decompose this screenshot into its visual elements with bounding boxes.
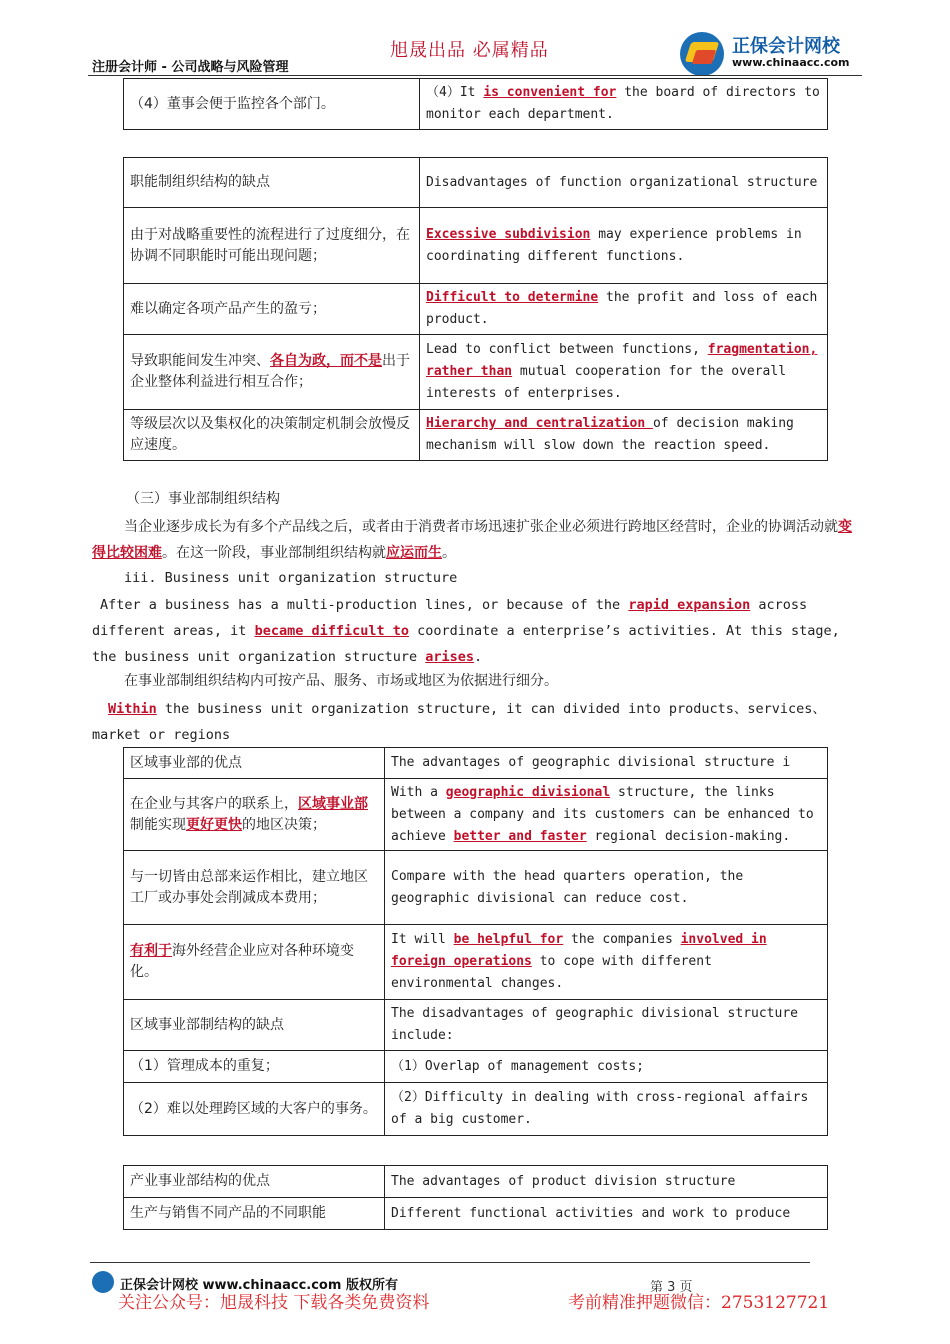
highlight: geographic divisional xyxy=(445,784,611,800)
cell-en: The disadvantages of geographic divisional structure include: xyxy=(385,1000,828,1051)
highlight: Excessive subdivision xyxy=(426,226,591,242)
cell-cn: 区域事业部制结构的缺点 xyxy=(124,1000,385,1051)
table-row xyxy=(124,925,828,1000)
table-row xyxy=(124,748,828,779)
paragraph-en-1: After a business has a multi-production lines, or because of the rapid expansion across different areas, it became difficult to coordinate a enterprise’s activities. At this stage, the business unit organization structure arises. xyxy=(92,597,840,665)
cell-cn: 难以确定各项产品产生的盈亏； xyxy=(124,284,420,335)
highlight: 有利于 xyxy=(130,943,172,959)
brand-name: 正保会计网校 xyxy=(732,36,840,57)
cell-cn: 产业事业部结构的优点 xyxy=(124,1166,385,1198)
highlight: involved in foreign operations xyxy=(391,932,767,969)
brand-url: www.chinaacc.com xyxy=(732,56,850,69)
highlight: 变得比较困难 xyxy=(92,519,852,561)
cell-cn: 等级层次以及集权化的决策制定机制会放慢反应速度。 xyxy=(124,410,420,461)
highlight: fragmentation, rather than xyxy=(426,342,818,379)
cell-en: Lead to conflict between functions, fragmentation, rather than mutual cooperation for the overall interests of enterprises. xyxy=(420,335,828,410)
cell-en: With a geographic divisional structure, the links between a company and its customers can be enhanced to achieve better and faster regional decision-making. xyxy=(385,779,828,851)
table-row xyxy=(124,1198,828,1230)
table-function-advantages-continued xyxy=(123,78,828,130)
cell-cn: 生产与销售不同产品的不同职能 xyxy=(124,1198,385,1230)
paragraph-cn-2: 在事业部制组织结构内可按产品、服务、市场或地区为依据进行细分。 xyxy=(124,673,558,689)
cell-en: The advantages of geographic divisional structure i xyxy=(385,748,828,779)
course-title: 注册会计师 - 公司战略与风险管理 xyxy=(92,60,289,75)
table-row xyxy=(124,1000,828,1051)
footer-divider xyxy=(90,1262,810,1263)
paragraph-en-2: Within the business unit organization structure, it can divided into products、services、market or regions xyxy=(92,701,826,743)
highlight: better and faster xyxy=(453,828,587,844)
table-row xyxy=(124,779,828,851)
cell-cn: （4）董事会便于监控各个部门。 xyxy=(124,79,420,130)
highlight: 各自为政，而不是 xyxy=(270,353,382,369)
brand-logo-icon xyxy=(680,32,724,76)
brand-logo xyxy=(680,28,870,76)
cell-en: Difficult to determine the profit and loss of each product. xyxy=(420,284,828,335)
table-row xyxy=(124,1051,828,1083)
highlight: became difficult to xyxy=(254,623,409,639)
table-row xyxy=(124,79,828,130)
table-row xyxy=(124,1083,828,1136)
highlight: Difficult to determine xyxy=(426,290,599,305)
table-row xyxy=(124,208,828,284)
highlight: be helpful for xyxy=(453,932,564,947)
table-row xyxy=(124,1166,828,1198)
cell-en: Disadvantages of function organizational structure xyxy=(420,158,828,208)
cell-cn: 导致职能间发生冲突、各自为政，而不是出于企业整体利益进行相互合作； xyxy=(124,335,420,410)
header-divider xyxy=(88,75,862,76)
cell-cn: 由于对战略重要性的流程进行了过度细分，在协调不同职能时可能出现问题； xyxy=(124,208,420,284)
table-row xyxy=(124,335,828,410)
footer-promo-right: 考前精准押题微信：2753127721 xyxy=(568,1293,830,1313)
header-slogan: 旭晟出品 必属精品 xyxy=(390,40,549,61)
cell-cn: （2）难以处理跨区域的大客户的事务。 xyxy=(124,1083,385,1136)
cell-cn: 有利于海外经营企业应对各种环境变化。 xyxy=(124,925,385,1000)
paragraph-cn-1: 当企业逐步成长为有多个产品线之后，或者由于消费者市场迅速扩张企业必须进行跨地区经营时，企业的协调活动就变得比较困难。在这一阶段，事业部制组织结构就应运而生。 xyxy=(92,519,852,561)
table-row xyxy=(124,410,828,461)
table-function-disadvantages xyxy=(123,157,828,461)
highlight: arises xyxy=(425,649,475,665)
highlight: 更好更快 xyxy=(186,816,242,833)
table-row xyxy=(124,284,828,335)
cell-en: Hierarchy and centralization of decision making mechanism will slow down the reaction speed. xyxy=(420,410,828,461)
highlight: is convenient for xyxy=(483,85,617,100)
table-geographic-divisional xyxy=(123,747,828,1136)
highlight: Hierarchy and centralization xyxy=(426,416,653,431)
footer-promo-left: 关注公众号：旭晟科技 下载各类免费资料 xyxy=(118,1293,430,1313)
cell-en: （2）Difficulty in dealing with cross-regional affairs of a big customer. xyxy=(385,1083,828,1136)
footer-copyright: 正保会计网校 www.chinaacc.com 版权所有 xyxy=(120,1278,398,1293)
cell-cn: 区域事业部的优点 xyxy=(124,748,385,779)
cell-en: Compare with the head quarters operation, the geographic divisional can reduce cost. xyxy=(385,851,828,925)
cell-cn: 与一切皆由总部来运作相比，建立地区工厂或办事处会削减成本费用； xyxy=(124,851,385,925)
footer-logo-icon xyxy=(92,1271,114,1293)
highlight: 应运而生 xyxy=(386,545,442,561)
cell-en: The advantages of product division structure xyxy=(385,1166,828,1198)
cell-en: （4）It is convenient for the board of directors to monitor each department. xyxy=(420,79,828,130)
cell-en: It will be helpful for the companies involved in foreign operations to cope with different environmental changes. xyxy=(385,925,828,1000)
highlight: 区域事业部 xyxy=(298,795,368,812)
table-product-division xyxy=(123,1165,828,1230)
table-row xyxy=(124,158,828,208)
section-heading-cn: （三）事业部制组织结构 xyxy=(126,491,280,507)
cell-cn: 在企业与其客户的联系上，区域事业部制能实现更好更快的地区决策； xyxy=(124,779,385,851)
cell-en: Different functional activities and work to produce xyxy=(385,1198,828,1230)
cell-en: Excessive subdivision may experience problems in coordinating different functions. xyxy=(420,208,828,284)
cell-en: （1）Overlap of management costs; xyxy=(385,1051,828,1083)
cell-cn: 职能制组织结构的缺点 xyxy=(124,158,420,208)
cell-cn: （1）管理成本的重复； xyxy=(124,1051,385,1083)
section-heading-en: iii. Business unit organization structure xyxy=(124,570,458,586)
highlight: rapid expansion xyxy=(628,597,751,613)
highlight: Within xyxy=(108,701,157,717)
page-number: 第 3 页 xyxy=(650,1280,693,1295)
table-row xyxy=(124,851,828,925)
